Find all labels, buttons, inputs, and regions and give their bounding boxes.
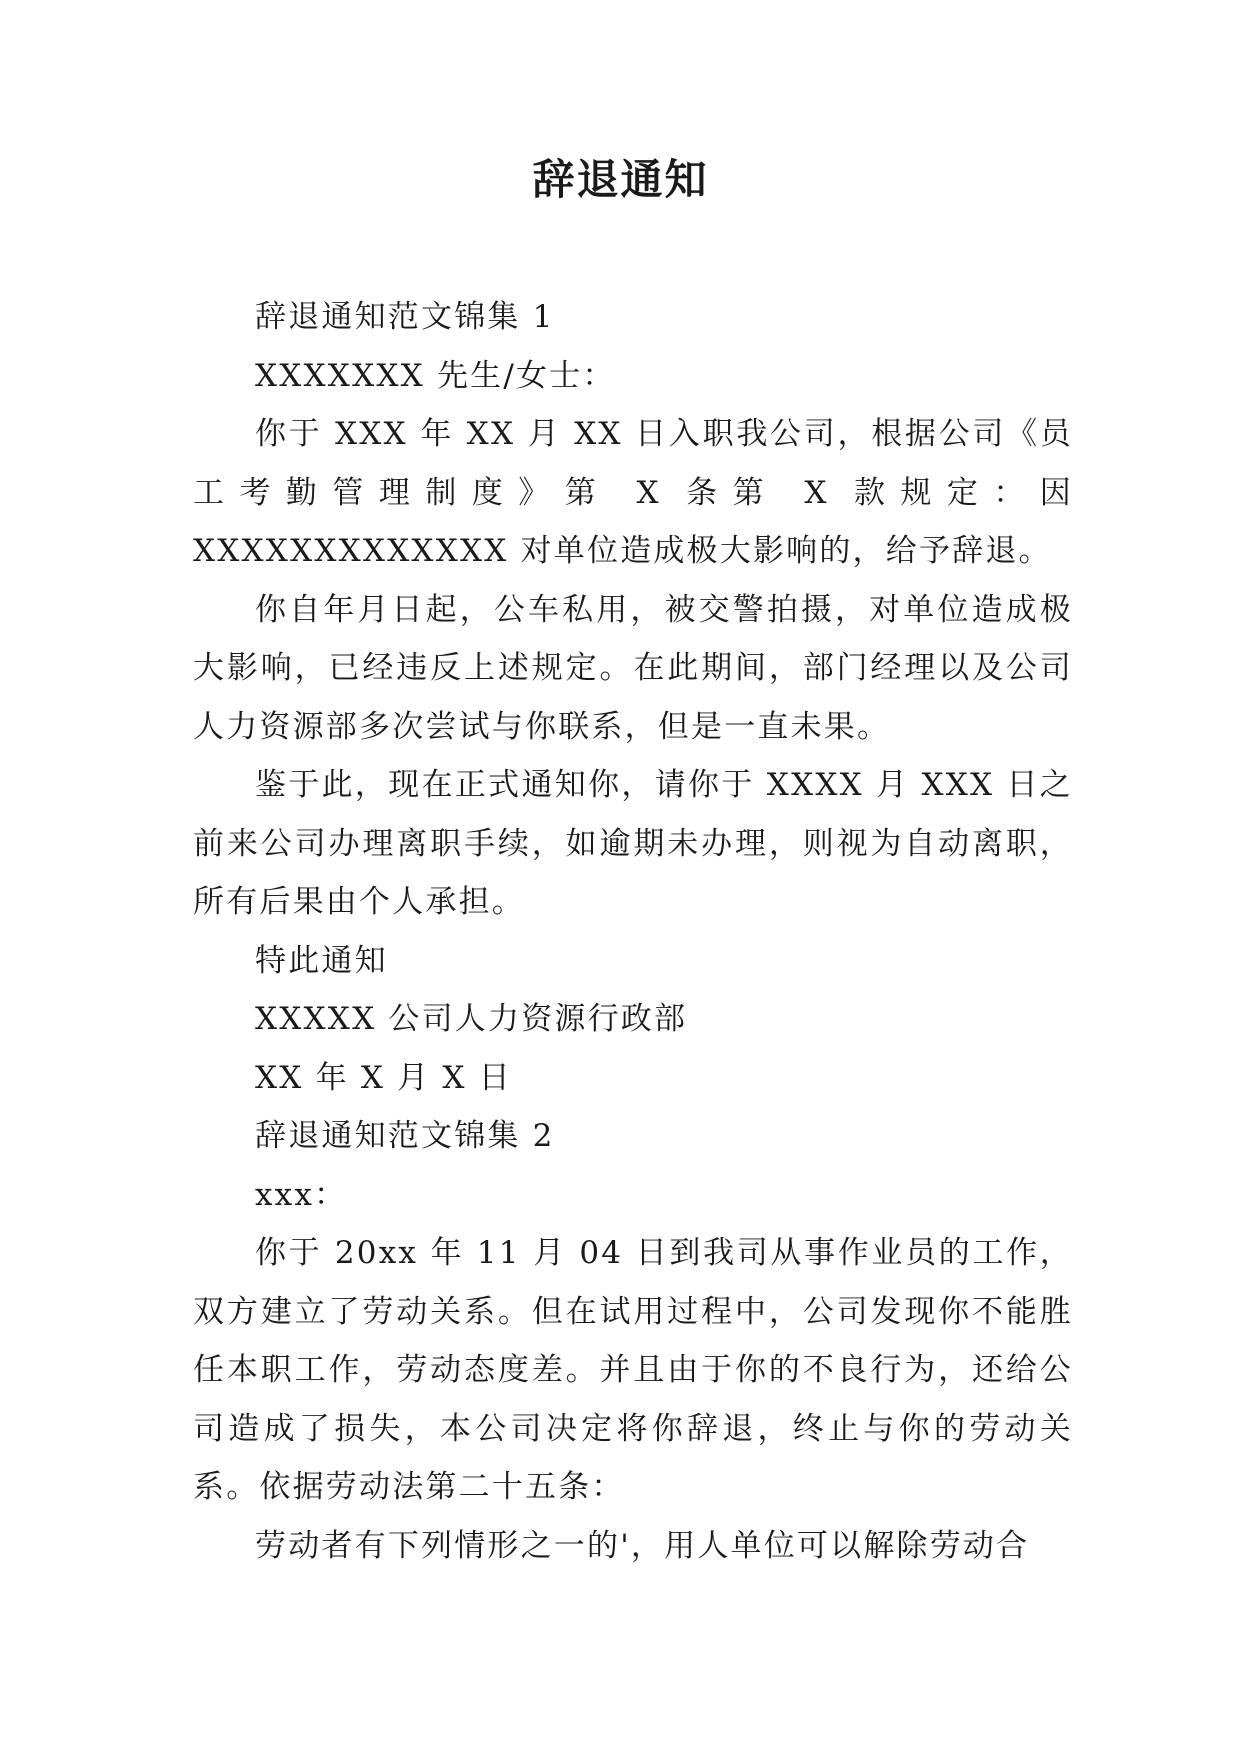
paragraph-salutation-2: xxx： bbox=[255, 1176, 348, 1213]
paragraph-heading-1: 辞退通知范文锦集 1 bbox=[255, 299, 555, 335]
paragraph: 你于 XXX 年 XX 月 XX 日入职我公司，根据公司《员工考勤管理制度》第 X 条第 X 款规定：因 XXXXXXXXXXXXX 对单位造成极大影响的，给予辞退。 bbox=[193, 416, 1073, 569]
paragraph: 你自年月日起，公车私用，被交警拍摄，对单位造成极大影响，已经违反上述规定。在此期间，部门经理以及公司人力资源部多次尝试与你联系，但是一直未果。 bbox=[193, 591, 1073, 745]
paragraph: 劳动者有下列情形之一的'，用人单位可以解除劳动合 bbox=[255, 1527, 1030, 1564]
document-body bbox=[193, 288, 1073, 1575]
paragraph-date: XX 年 X 月 X 日 bbox=[255, 1059, 512, 1096]
paragraph: 你于 20xx 年 11 月 04 日到我司从事作业员的工作，双方建立了劳动关系。但在试用过程中，公司发现你不能胜任本职工作，劳动态度差。并且由于你的不良行为，还给公司造成了损失，本公司决定将你辞退，终止与你的劳动关系。依据劳动法第二十五条： bbox=[193, 1235, 1073, 1505]
paragraph: 鉴于此，现在正式通知你，请你于 XXXX 月 XXX 日之前来公司办理离职手续，如逾期未办理，则视为自动离职，所有后果由个人承担。 bbox=[193, 767, 1073, 920]
document-title: 辞退通知 bbox=[532, 155, 709, 204]
paragraph-closing: 特此通知 bbox=[255, 942, 388, 979]
paragraph-heading-2: 辞退通知范文锦集 2 bbox=[255, 1118, 555, 1154]
paragraph-salutation-1: XXXXXXX 先生/女士： bbox=[255, 357, 616, 394]
paragraph-signature: XXXXX 公司人力资源行政部 bbox=[255, 1001, 688, 1037]
